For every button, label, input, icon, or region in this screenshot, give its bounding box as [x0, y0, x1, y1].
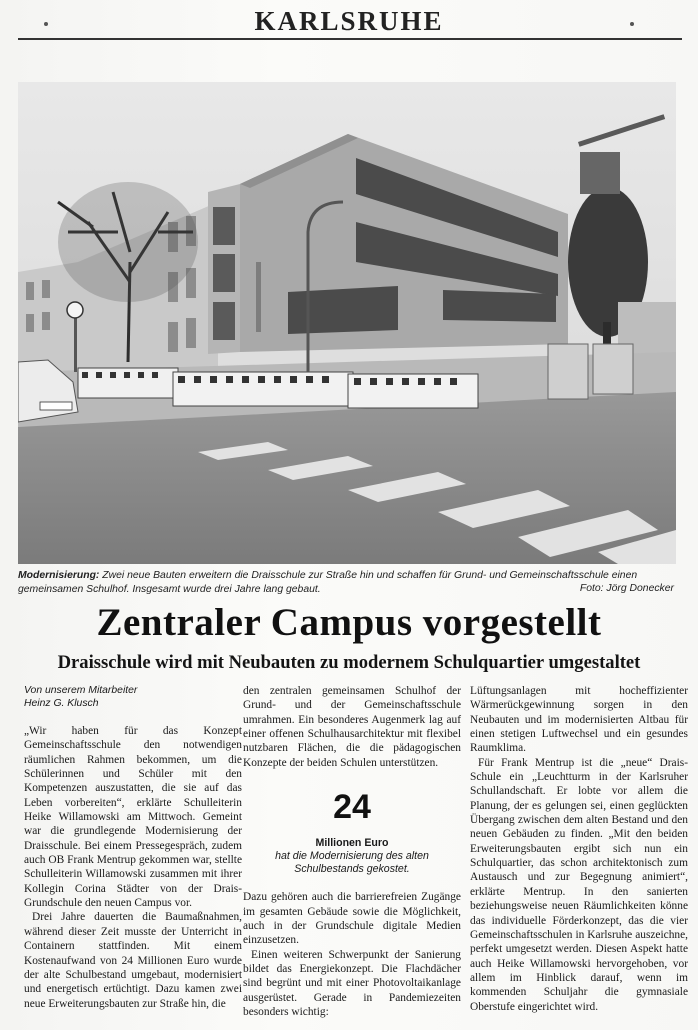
- caption-lead: Modernisierung:: [18, 570, 100, 581]
- paragraph: Einen weiteren Schwerpunkt der Sanierung bildet das Energiekonzept. Die Flachdächer sind begrünt und mit einer Photovoltaikanlage ausgerüstet. Gerade in Pandemiezeiten besonders wichtig:: [243, 948, 461, 1019]
- stat-text: hat die Modernisierung des alten Schulbestands gekostet.: [275, 850, 429, 876]
- caption-text: Zwei neue Bauten erweitern die Draisschule zur Straße hin und schaffen für Grund- und Gemeinschaftsschule einen gemeinsamen Schulhof. Insgesamt wurde drei Jahre lang gebaut.: [18, 570, 638, 595]
- article-column-3: [470, 684, 688, 1014]
- paragraph: Dazu gehören auch die barrierefreien Zugänge im gesamten Gebäude sowie die Möglichkeit, auch in der Grundschule digitale Medien einzusetzen.: [243, 891, 461, 947]
- headline: Zentraler Campus vorgestellt: [96, 601, 602, 644]
- paragraph: den zentralen gemeinsamen Schulhof der Grund- und der Gemeinschaftsschule umrahmen. Ein besonderes Augenmerk lag auf einer offenen Schulhausarchitektur mit flexibel nutzbaren Flächen, die die pädagogischen Konzepte der beiden Schulen unterstützen.: [243, 685, 461, 769]
- stat-box: [243, 788, 461, 876]
- byline-line: Von unserem Mitarbeiter: [24, 685, 138, 696]
- byline-author: Heinz G. Klusch: [24, 698, 99, 709]
- paragraph: „Wir haben für das Konzept Gemeinschaftsschule den notwendigen räumlichen Rahmen bekommen, um die Schülerinnen und Schüler mit den Kompetenzen auszustatten, die sie auf das Leben vorbereiten“, erklärte Schulleiterin Heike Willamowski am Mittwoch. Gemeint war die grundlegende Modernisierung der Draisschule. Bei einem Pressegespräch, zudem auch OB Frank Mentrup gekommen war, stellte Schulleiterin Willamowski zusammen mit ihrer Kollegin Corina Städter von der Drais-Grundschule den neuen Campus vor.: [24, 725, 242, 910]
- photo-credit: Foto: Jörg Donecker: [579, 583, 674, 594]
- subheadline: Draisschule wird mit Neubauten zu modernem Schulquartier umgestaltet: [57, 652, 641, 673]
- byline: [24, 684, 242, 710]
- section-title: KARLSRUHE: [254, 6, 444, 36]
- paragraph: Lüftungsanlagen mit hocheffizienter Wärmerückgewinnung sorgen in den Neubauten und im modernisierten Altbau für einen stetigen Luftwechsel und ein gesundes Raumklima.: [470, 685, 688, 755]
- article-photo: [18, 82, 676, 564]
- section-rule: [18, 38, 682, 40]
- stat-number: 24: [333, 788, 371, 827]
- paragraph: Drei Jahre dauerten die Baumaßnahmen, während dieser Zeit musste der Unterricht in Containern stattfinden. Mit einem Kostenaufwand von 24 Millionen Euro wurde der alte Schulbestand umgebaut, modernisiert und energetisch ertüchtigt. Dazu kamen zwei neue Erweiterungsbauten zur Straße hin, die: [24, 911, 242, 1010]
- article-column-2: [243, 684, 461, 1020]
- paragraph: Für Frank Mentrup ist die „neue“ Drais-Schule ein „Leuchtturm in der Karlsruher Schullandschaft. Er lobte vor allem die Planung, der es gelungen sei, einen geglückten Übergang zwischen dem alten Bestand und den neuen Gebäuden zu finden. „Mit den beiden Erweiterungsbauten ergibt sich nun ein Schulquartier, das schon architektonisch zum Austausch und zur Begegnung animiert“, erklärte Mentrup. In den sanierten beziehungsweise neuen Räumlichkeiten könne das individuelle Förderkonzept, das die vier Gemeinschaftsschulen in Karlsruhe auszeichne, perfekt umgesetzt werden. Diesen Aspekt hatte auch Heike Willamowski hervorgehoben, vor allem im Hinblick darauf, wenn im kommenden Schuljahr die gymnasiale Oberstufe eingerichtet wird.: [470, 756, 688, 1013]
- stat-unit: Millionen Euro: [315, 837, 389, 850]
- article-column-1: [24, 684, 242, 1011]
